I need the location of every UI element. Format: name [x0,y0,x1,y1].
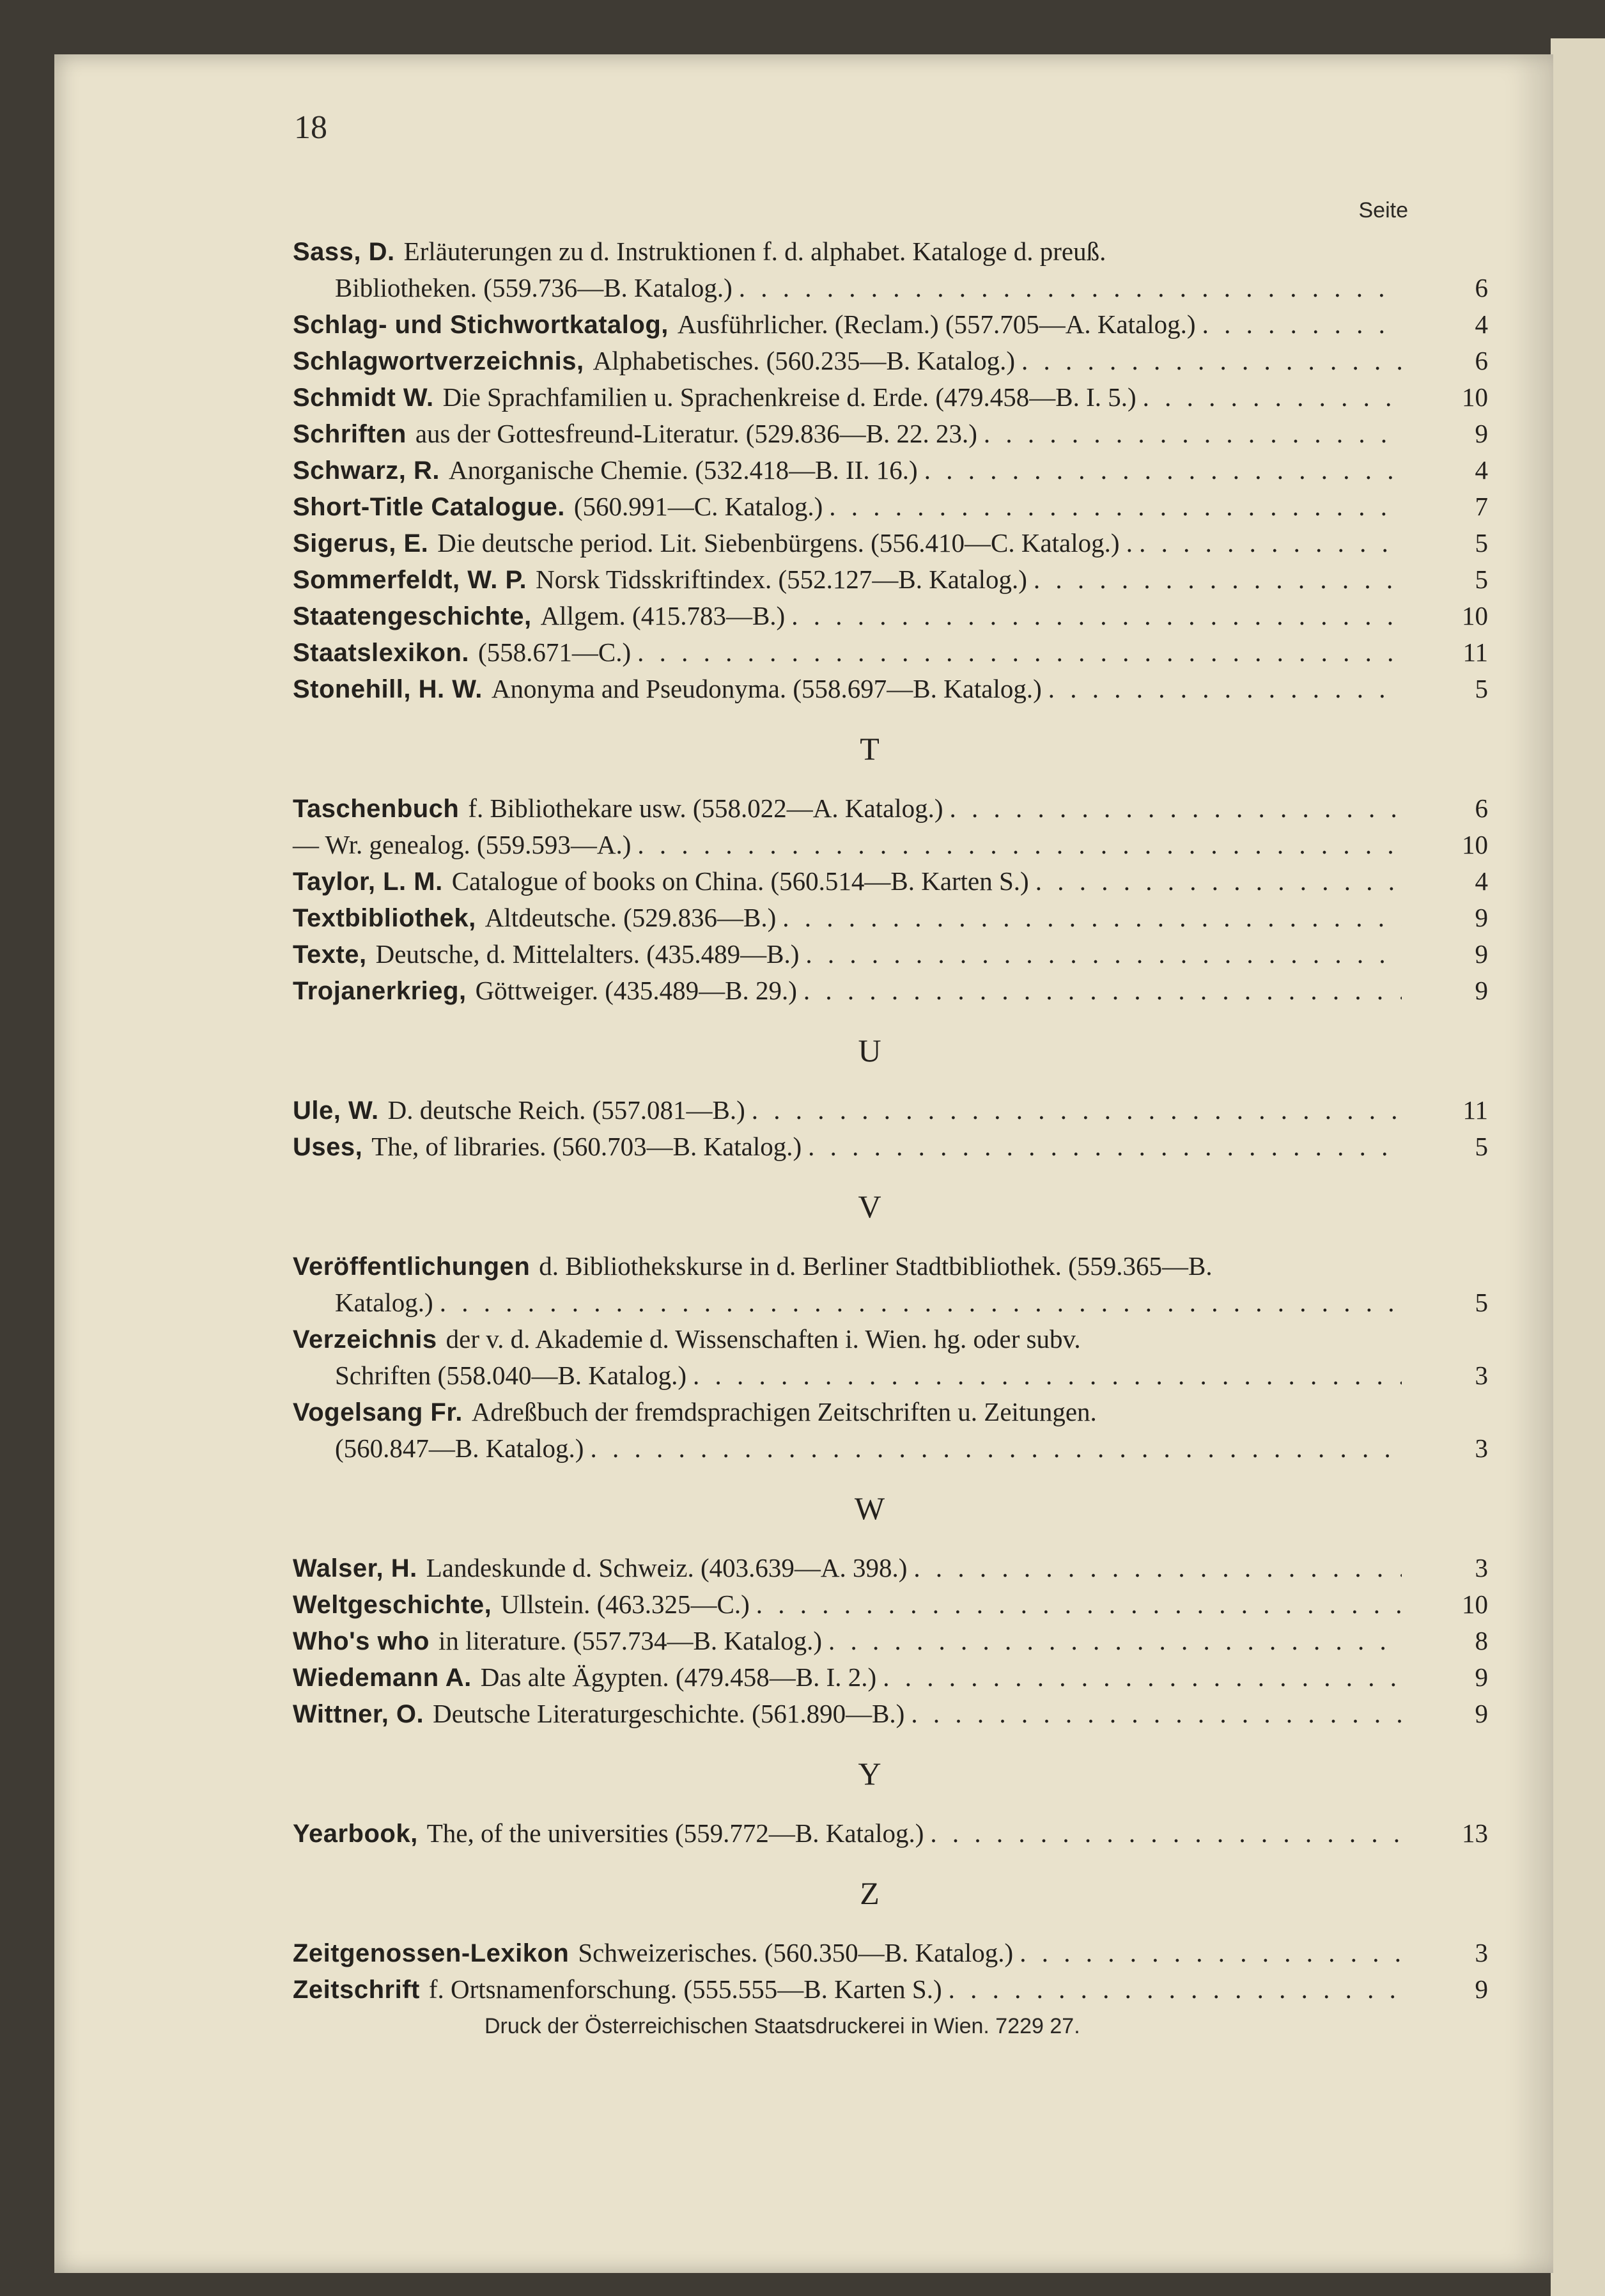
entry-heading: Wittner, O. [293,1700,424,1728]
index-entry [293,1128,1488,1165]
leader-dots [911,1696,1402,1732]
entry-heading: Textbibliothek, [293,904,476,932]
page-reference: 9 [1475,976,1488,1005]
entry-heading: Wiedemann A. [293,1664,472,1692]
leader-dots [924,452,1402,488]
entry-text: d. Bibliothekskurse in d. Berliner Stadtbibliothek. (559.365—B. [539,1251,1213,1281]
index-entry-continuation [293,270,1488,306]
index-entry [293,1248,1408,1285]
entry-heading: Trojanerkrieg, [293,977,467,1005]
index-entry [293,598,1488,634]
entry-heading: Schriften [293,420,407,448]
printer-imprint: Druck der Österreichischen Staatsdruckerei in Wien. 7229 27. [485,2014,1080,2038]
leader-dots [803,972,1402,1009]
leader-dots [1034,561,1402,598]
entry-text: Das alte Ägypten. (479.458—B. I. 2.) [480,1662,877,1692]
leader-dots [913,1550,1402,1586]
page-reference: 6 [1475,273,1488,302]
page-reference: 10 [1462,382,1488,412]
leader-dots [829,488,1402,525]
index-entry [293,379,1488,416]
page-reference: 9 [1475,939,1488,969]
entry-heading: Schwarz, R. [293,457,440,485]
entry-text: Landeskunde d. Schweiz. (403.639—A. 398.) [426,1553,908,1582]
entry-text: f. Bibliothekare usw. (558.022—A. Katalog.) [468,793,943,823]
entry-heading: Sass, D. [293,238,395,266]
index-list [293,233,1488,2008]
entry-heading: Taschenbuch [293,795,460,823]
page-reference: 5 [1475,528,1488,558]
entry-text: aus der Gottesfreund-Literatur. (529.836—B. 22. 23.) [415,419,977,448]
page-number: 18 [294,109,327,146]
leader-dots [791,598,1402,634]
entry-text: Anorganische Chemie. (532.418—B. II. 16.) [449,455,918,485]
entry-heading: Verzeichnis [293,1325,437,1354]
index-entry [293,1935,1488,1971]
leader-dots [1143,379,1402,416]
entry-heading: Vogelsang Fr. [293,1398,463,1426]
entry-heading: Staatslexikon. [293,639,470,667]
leader-dots [1020,1935,1402,1971]
page-reference: 3 [1475,1938,1488,1967]
leader-dots [805,936,1402,972]
section-letter: U [858,1033,881,1068]
index-entry [293,525,1488,561]
index-entry-continuation [293,1430,1488,1467]
page-reference: 4 [1475,309,1488,339]
entry-text: Deutsche Literaturgeschichte. (561.890—B.) [433,1699,905,1728]
section-letter: T [860,731,880,767]
leader-dots [1202,306,1402,343]
index-entry [293,936,1488,972]
index-entry [293,634,1488,671]
leader-dots [984,416,1402,452]
entry-text: Schweizerisches. (560.350—B. Katalog.) [578,1938,1014,1967]
entry-text: Ausführlicher. (Reclam.) (557.705—A. Katalog.) [677,309,1196,339]
leader-dots [949,1971,1402,2008]
entry-heading: Ule, W. [293,1097,379,1125]
index-entry [293,1092,1488,1128]
leader-dots [950,790,1402,827]
page-reference: 3 [1475,1433,1488,1463]
page-reference: 10 [1462,601,1488,630]
entry-heading: Weltgeschichte, [293,1591,492,1619]
index-entry [293,561,1488,598]
page-reference: 9 [1475,903,1488,932]
index-entry [293,452,1488,488]
leader-dots [883,1659,1402,1696]
page-reference: 9 [1475,419,1488,448]
section-letter: Y [858,1756,881,1792]
page-reference: 8 [1475,1626,1488,1655]
leader-dots [1048,671,1402,707]
page-reference: 13 [1462,1818,1488,1848]
entry-text: Ullstein. (463.325—C.) [500,1589,750,1619]
entry-text: Göttweiger. (435.489—B. 29.) [475,976,797,1005]
leader-dots [739,270,1402,306]
index-entry [293,1696,1488,1732]
entry-heading: Schmidt W. [293,384,434,412]
entry-text: Die deutsche period. Lit. Siebenbürgens. (556.410—C. Katalog.) . [437,528,1133,558]
entry-text: der v. d. Akademie d. Wissenschaften i. Wien. hg. oder subv. [446,1324,1081,1354]
page-reference: 10 [1462,830,1488,859]
page-reference: 4 [1475,866,1488,896]
leader-dots [440,1285,1402,1321]
section-letter: V [858,1189,881,1224]
page-reference: 11 [1462,1095,1488,1125]
index-entry [293,972,1488,1009]
page-reference: 10 [1462,1589,1488,1619]
entry-text: — Wr. genealog. (559.593—A.) [293,830,632,859]
index-entry-continuation [293,1357,1488,1394]
index-entry [293,416,1488,452]
entry-heading: Walser, H. [293,1554,417,1582]
leader-dots [808,1128,1402,1165]
entry-heading: Staatengeschichte, [293,602,532,630]
index-entry [293,1971,1488,2008]
index-entry [293,488,1488,525]
index-entry [293,827,1488,863]
entry-text: (558.671—C.) [478,637,632,667]
entry-text: (560.991—C. Katalog.) [573,492,823,521]
page-reference: 6 [1475,346,1488,375]
page-reference: 9 [1475,1699,1488,1728]
leader-dots [752,1092,1402,1128]
entry-heading: Zeitgenossen-Lexikon [293,1939,570,1967]
page-reference: 6 [1475,793,1488,823]
index-entry [293,233,1408,270]
entry-continuation-text: Katalog.) [335,1288,433,1317]
index-entry [293,1394,1408,1430]
entry-text: Deutsche, d. Mittelalters. (435.489—B.) [375,939,800,969]
index-entry-continuation [293,1285,1488,1321]
index-entry [293,1815,1488,1852]
entry-heading: Taylor, L. M. [293,868,443,896]
entry-heading: Veröffentlichungen [293,1253,531,1281]
page-reference: 9 [1475,1974,1488,2004]
entry-text: D. deutsche Reich. (557.081—B.) [387,1095,745,1125]
leader-dots [782,900,1402,936]
entry-text: Norsk Tidsskriftindex. (552.127—B. Katalog.) [536,565,1027,594]
page-reference: 7 [1475,492,1488,521]
entry-text: Allgem. (415.783—B.) [540,601,786,630]
entry-text: Altdeutsche. (529.836—B.) [485,903,777,932]
entry-text: f. Ortsnamenforschung. (555.555—B. Karten S.) [428,1974,942,2004]
page-reference: 3 [1475,1553,1488,1582]
entry-heading: Zeitschrift [293,1976,420,2004]
page-reference: 5 [1475,674,1488,703]
entry-text: Catalogue of books on China. (560.514—B. Karten S.) [451,866,1029,896]
index-entry [293,1321,1408,1357]
leader-dots [590,1430,1402,1467]
leader-dots [637,827,1402,863]
entry-heading: Stonehill, H. W. [293,675,483,703]
entry-continuation-text: Schriften (558.040—B. Katalog.) [335,1361,686,1390]
section-letter: Z [860,1875,880,1911]
leader-dots [693,1357,1402,1394]
leader-dots [828,1623,1402,1659]
entry-text: in literature. (557.734—B. Katalog.) [438,1626,823,1655]
section-letter: W [854,1490,885,1526]
entry-heading: Schlagwortverzeichnis, [293,347,584,375]
index-entry [293,1623,1488,1659]
index-entry [293,863,1488,900]
entry-text: Alphabetisches. (560.235—B. Katalog.) [593,346,1016,375]
page-reference: 5 [1475,1132,1488,1161]
entry-heading: Yearbook, [293,1820,418,1848]
entry-continuation-text: (560.847—B. Katalog.) [335,1433,584,1463]
column-header-seite: Seite [1358,198,1408,223]
leader-dots [930,1815,1402,1852]
index-entry [293,306,1488,343]
entry-text: Erläuterungen zu d. Instruktionen f. d. alphabet. Kataloge d. preuß. [403,237,1106,266]
page-reference: 4 [1475,455,1488,485]
entry-heading: Uses, [293,1133,363,1161]
page-reference: 3 [1475,1361,1488,1390]
entry-text: The, of the universities (559.772—B. Katalog.) [426,1818,924,1848]
page-reference: 5 [1475,1288,1488,1317]
adjacent-page [1551,38,1605,2296]
index-entry [293,900,1488,936]
leader-dots [1139,525,1402,561]
entry-heading: Sommerfeldt, W. P. [293,566,527,594]
page-reference: 9 [1475,1662,1488,1692]
entry-text: Die Sprachfamilien u. Sprachenkreise d. Erde. (479.458—B. I. 5.) [442,382,1136,412]
page-reference: 11 [1462,637,1488,667]
page-reference: 5 [1475,565,1488,594]
leader-dots [756,1586,1402,1623]
index-entry [293,343,1488,379]
entry-text: The, of libraries. (560.703—B. Katalog.) [371,1132,802,1161]
entry-text: Anonyma and Pseudonyma. (558.697—B. Katalog.) [491,674,1042,703]
index-entry [293,790,1488,827]
entry-heading: Who's who [293,1627,430,1655]
entry-text: Adreßbuch der fremdsprachigen Zeitschriften u. Zeitungen. [471,1397,1097,1426]
index-entry [293,671,1488,707]
index-entry [293,1586,1488,1623]
index-entry [293,1550,1488,1586]
entry-heading: Schlag- und Stichwortkatalog, [293,311,669,339]
leader-dots [637,634,1402,671]
index-entry [293,1659,1488,1696]
entry-continuation-text: Bibliotheken. (559.736—B. Katalog.) [335,273,733,302]
entry-heading: Texte, [293,941,367,969]
leader-dots [1021,343,1402,379]
leader-dots [1035,863,1402,900]
entry-heading: Sigerus, E. [293,529,429,558]
entry-heading: Short-Title Catalogue. [293,493,565,521]
